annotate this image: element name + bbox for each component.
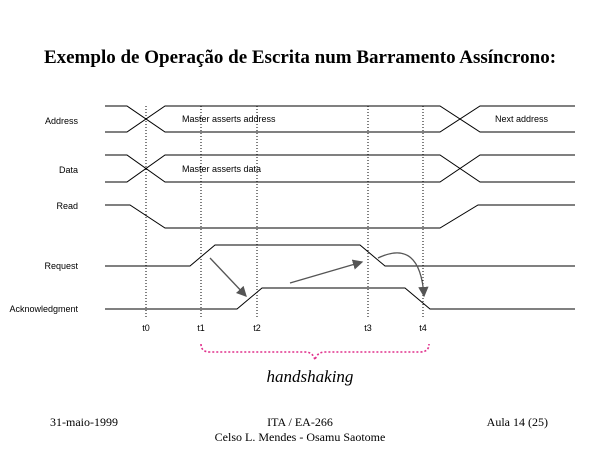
time-marker-lines [146, 106, 423, 318]
acknowledgment-waveform [105, 288, 575, 309]
time-tick-t3: t3 [364, 323, 372, 333]
signal-label-acknowledgment: Acknowledgment [9, 304, 78, 314]
signal-label-data: Data [58, 165, 78, 175]
time-tick-t1: t1 [197, 323, 205, 333]
slide-title: Exemplo de Operação de Escrita num Barramento Assíncrono: [43, 47, 557, 68]
time-tick-t2: t2 [253, 323, 261, 333]
read-waveform [105, 205, 575, 228]
annotation-next-address: Next address [495, 114, 549, 124]
footer-date: 31-maio-1999 [50, 415, 118, 429]
request-waveform [105, 245, 575, 266]
footer-course: ITA / EA-266 [267, 415, 333, 429]
footer-authors: Celso L. Mendes - Osamu Saotome [214, 430, 386, 444]
signal-label-read: Read [56, 201, 78, 211]
arrow-ack-to-request [290, 262, 362, 283]
signal-label-address: Address [44, 116, 78, 126]
data-waveform [105, 155, 575, 182]
arrow-request-to-ack [210, 258, 246, 296]
time-tick-t0: t0 [142, 323, 150, 333]
handshaking-brace [201, 344, 429, 360]
annotation-master-asserts-address: Master asserts address [182, 114, 276, 124]
handshaking-label: handshaking [266, 367, 354, 386]
time-tick-t4: t4 [419, 323, 427, 333]
footer-lecture: Aula 14 (25) [486, 415, 548, 429]
arrow-request-to-ack-release [378, 253, 424, 296]
annotation-master-asserts-data: Master asserts data [182, 164, 262, 174]
signal-label-request: Request [44, 261, 78, 271]
